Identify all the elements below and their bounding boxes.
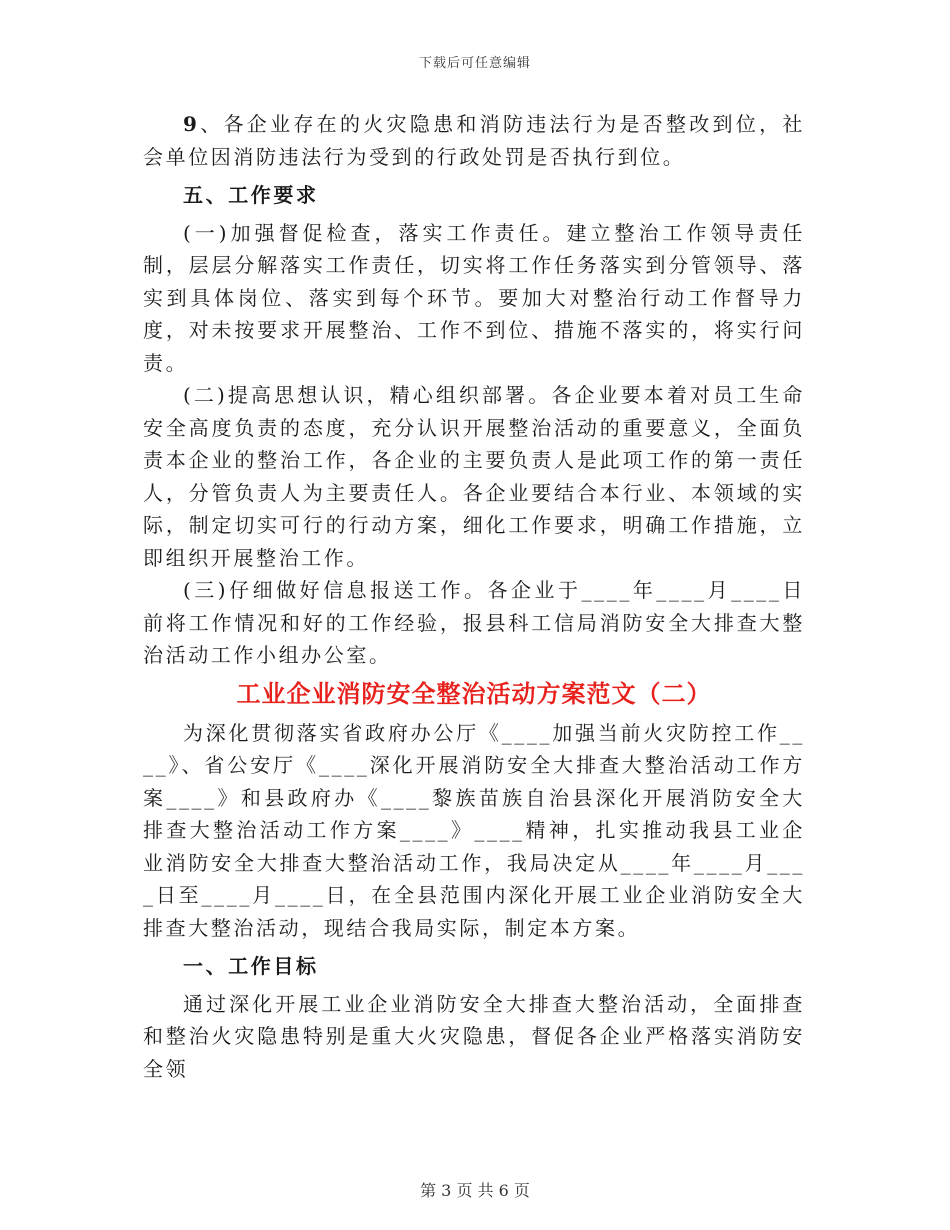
item-9-number: 9 xyxy=(183,112,200,136)
page-header: 下载后可任意编辑 xyxy=(418,56,531,71)
requirement-3-paragraph: (三)仔细做好信息报送工作。各企业于____年____月____日前将工作情况和好的工作经验，报县科工信局消防安全大排查大整治活动工作小组办公室。 xyxy=(143,578,805,667)
requirement-2-paragraph: (二)提高思想认识，精心组织部署。各企业要本着对员工生命安全高度负责的态度，充分认识开展整治活动的重要意义，全面负责本企业的整治工作，各企业的主要负责人是此项工作的第一责任人，分管负责人为主要责任人。各企业要结合本行业、本领域的实际，制定切实可行的行动方案，细化工作要求，明确工作措施，立即组织开展整治工作。 xyxy=(143,383,805,570)
section-5-heading: 五、工作要求 xyxy=(183,183,319,207)
intro-paragraph: 为深化贯彻落实省政府办公厅《____加强当前火灾防控工作____》、省公安厅《____深化开展消防安全大排查大整治活动工作方案____》和县政府办《____黎族苗族自治县深化开展消防安全大排查大整治活动工作方案____》____精神，扎实推动我县工业企业消防安全大排查大整治活动工作，我局决定从____年____月____日至____月____日，在全县范围内深化开展工业企业消防安全大排查大整治活动，现结合我局实际，制定本方案。 xyxy=(143,720,805,940)
requirement-1-paragraph: (一)加强督促检查，落实工作责任。建立整治工作领导责任制，层层分解落实工作责任，切实将工作任务落实到分管领导、落实到具体岗位、落实到每个环节。要加大对整治行动工作督导力度，对未按要求开展整治、工作不到位、措施不落实的，将实行问责。 xyxy=(143,220,805,375)
page-footer: 第 3 页 共 6 页 xyxy=(420,1181,530,1200)
section-1-heading: 一、工作目标 xyxy=(183,954,319,978)
document-2-title: 工业企业消防安全整治活动方案范文（二） xyxy=(236,678,712,708)
item-9-text: 、各企业存在的火灾隐患和消防违法行为是否整改到位，社会单位因消防违法行为受到的行政处罚是否执行到位。 xyxy=(143,112,805,169)
document-body xyxy=(143,108,805,1085)
goal-paragraph: 通过深化开展工业企业消防安全大排查大整治活动，全面排查和整治火灾隐患特别是重大火灾隐患，督促各企业严格落实消防安全领 xyxy=(143,991,805,1081)
item-9-paragraph xyxy=(143,108,805,173)
